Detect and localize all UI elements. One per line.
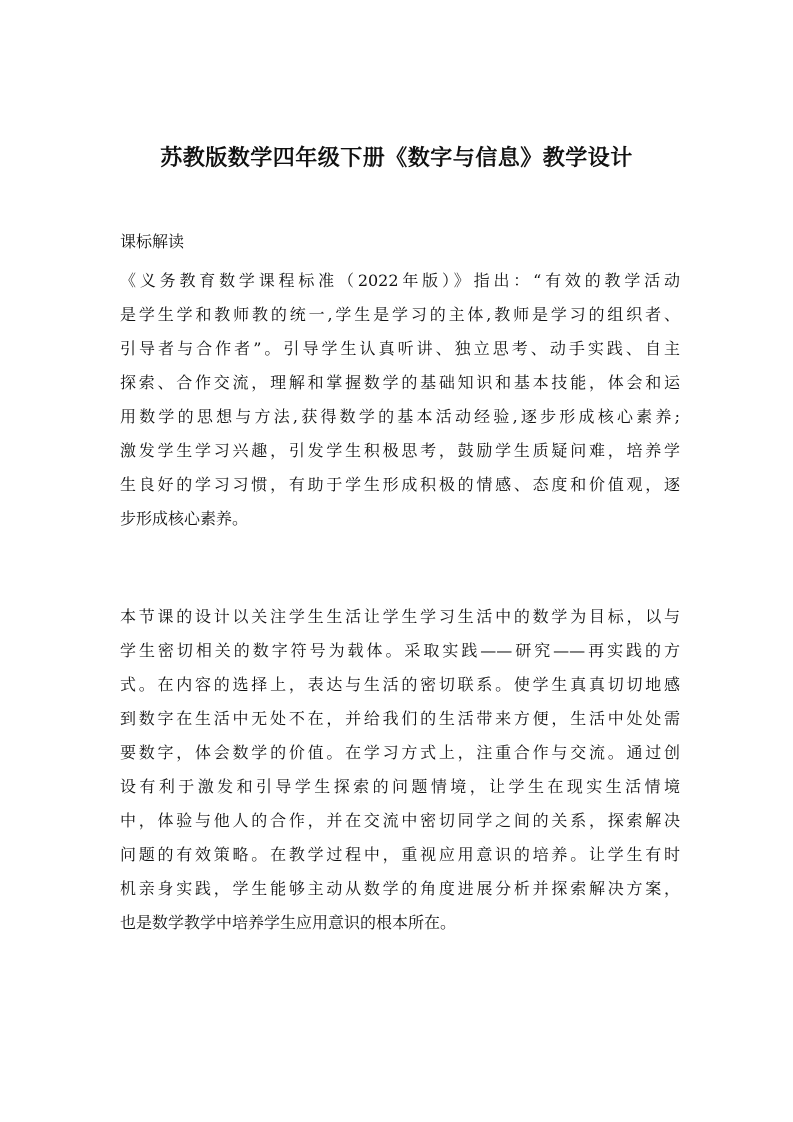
paragraph-line: 设有利于激发和引导学生探索的问题情境，让学生在现实生活情境 <box>120 777 680 796</box>
paragraph-line: 步形成核心素养。 <box>120 509 249 528</box>
document-title: 苏教版数学四年级下册《数字与信息》教学设计 <box>160 145 633 171</box>
paragraph-line: 要数字，体会数学的价值。在学习方式上，注重合作与交流。通过创 <box>120 743 680 762</box>
paragraph-line: 学生密切相关的数字符号为载体。采取实践——研究——再实践的方 <box>120 641 680 660</box>
paragraph-line: 中，体验与他人的合作，并在交流中密切同学之间的关系，探索解决 <box>120 811 680 830</box>
paragraph-line: 机亲身实践，学生能够主动从数学的角度进展分析并探索解决方案， <box>120 879 680 898</box>
paragraph-line: 引导者与合作者”。引导学生认真听讲、独立思考、动手实践、自主 <box>120 339 680 358</box>
paragraph-line: 用数学的思想与方法,获得数学的基本活动经验,逐步形成核心素养; <box>120 407 680 426</box>
paragraph-line: 探索、合作交流，理解和掌握数学的基础知识和基本技能，体会和运 <box>120 373 680 392</box>
section-heading: 课标解读 <box>120 232 185 251</box>
paragraph-line: 激发学生学习兴趣，引发学生积极思考，鼓励学生质疑问难，培养学 <box>120 441 680 460</box>
paragraph-line: 是学生学和教师教的统一,学生是学习的主体,教师是学习的组织者、 <box>120 305 680 324</box>
paragraph-line: 问题的有效策略。在教学过程中，重视应用意识的培养。让学生有时 <box>120 845 680 864</box>
paragraph-line: 生良好的学习习惯，有助于学生形成积极的情感、态度和价值观，逐 <box>120 475 680 494</box>
paragraph-curriculum-standard <box>120 264 680 536</box>
paragraph-line: 也是数学教学中培养学生应用意识的根本所在。 <box>120 913 457 932</box>
paragraph-line: 《义务教育数学课程标准（2022年版）》指出：“有效的教学活动 <box>120 271 680 290</box>
paragraph-line: 本节课的设计以关注学生生活让学生学习生活中的数学为目标，以与 <box>120 607 680 626</box>
paragraph-lesson-design <box>120 600 680 940</box>
paragraph-line: 到数字在生活中无处不在，并给我们的生活带来方便，生活中处处需 <box>120 709 680 728</box>
paragraph-line: 式。在内容的选择上，表达与生活的密切联系。使学生真真切切地感 <box>120 675 680 694</box>
